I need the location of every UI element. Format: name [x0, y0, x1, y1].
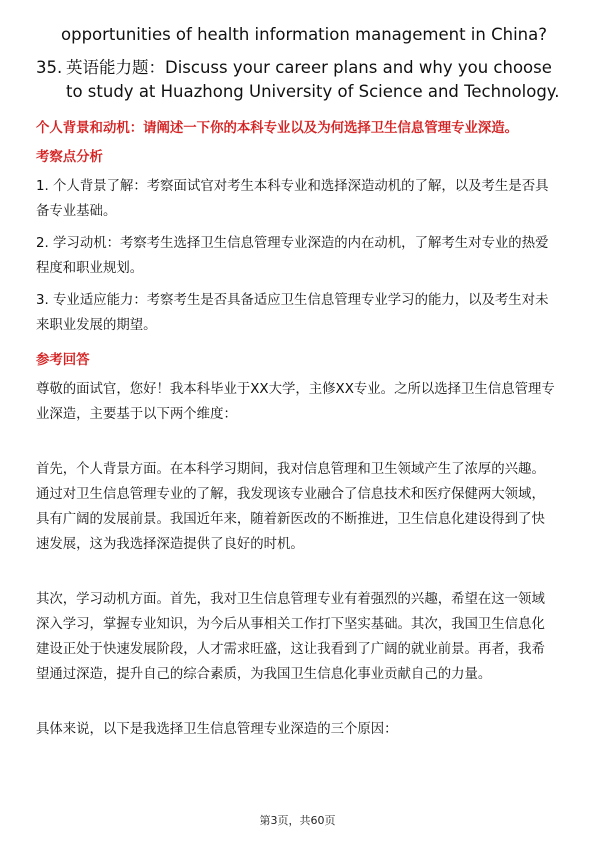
continued-question-text: opportunities of health information management in China?: [61, 25, 547, 44]
question-text: 英语能力题：Discuss your career plans and why you choose to study at Huazhong University of Science and Technology.: [66, 58, 560, 101]
analysis-item: 3. 专业适应能力：考察考生是否具备适应卫生信息管理专业学习的能力，以及考生对未来职业发展的期望。: [36, 293, 549, 333]
reference-paragraph: 其次，学习动机方面。首先，我对卫生信息管理专业有着强烈的兴趣，希望在这一领域深入学习，掌握专业知识，为今后从事相关工作打下坚实基础。其次，我国卫生信息化建设正处于快速发展阶段，人才需求旺盛，这让我看到了广阔的就业前景。再者，我希望通过深造，提升自己的综合素质，为我国卫生信息化事业贡献自己的力量。: [36, 592, 545, 682]
analysis-item: 2. 学习动机：考察考生选择卫生信息管理专业深造的内在动机，了解考生对专业的热爱程度和职业规划。: [36, 236, 549, 276]
reference-paragraph: 尊敬的面试官，您好！我本科毕业于XX大学，主修XX专业。之所以选择卫生信息管理专业深造，主要基于以下两个维度：: [36, 382, 555, 422]
reference-paragraph: 具体来说，以下是我选择卫生信息管理专业深造的三个原因：: [36, 722, 398, 737]
reference-heading: 参考回答: [36, 353, 90, 368]
prompt-heading: 个人背景和动机：请阐述一下你的本科专业以及为何选择卫生信息管理专业深造。: [36, 121, 519, 136]
paragraph-gap: [36, 427, 558, 457]
analysis-heading: 考察点分析: [36, 150, 103, 165]
page-number-footer: 第3页，共60页: [259, 814, 336, 827]
question-35: [36, 56, 561, 104]
analysis-item: 1. 个人背景了解：考察面试官对考生本科专业和选择深造动机的了解，以及考生是否具备专业基础。: [36, 179, 549, 219]
paragraph-gap: [36, 687, 558, 717]
answer-body: [36, 116, 558, 742]
paragraph-gap: [36, 557, 558, 587]
question-number: 35.: [36, 58, 63, 77]
reference-paragraph: 首先，个人背景方面。在本科学习期间，我对信息管理和卫生领域产生了浓厚的兴趣。通过对卫生信息管理专业的了解，我发现该专业融合了信息技术和医疗保健两大领域，具有广阔的发展前景。我国近年来，随着新医改的不断推进，卫生信息化建设得到了快速发展，这为我选择深造提供了良好的时机。: [36, 462, 545, 552]
